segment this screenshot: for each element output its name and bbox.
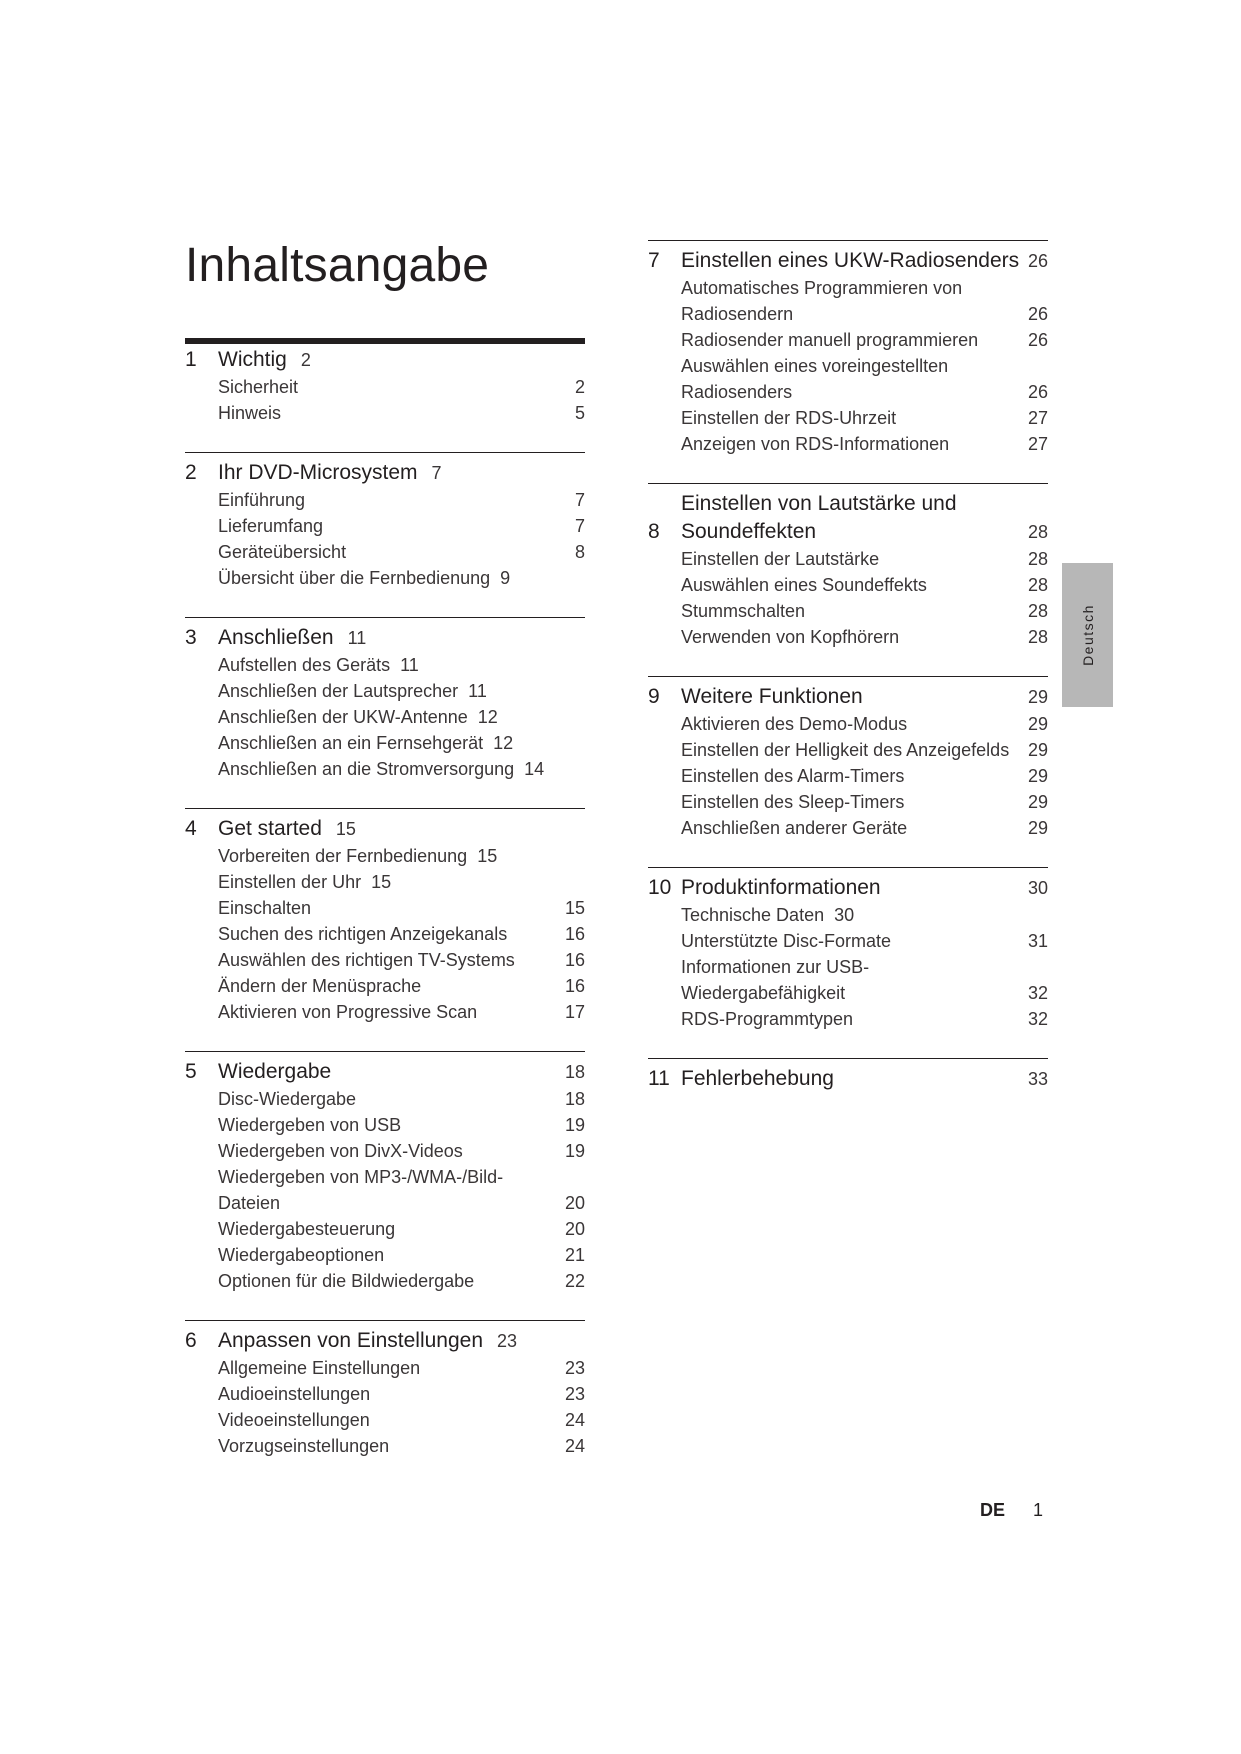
entry-title: Anschließen der UKW-Antenne — [218, 707, 468, 727]
toc-entry[interactable] — [185, 756, 585, 782]
entry-title: Informationen zur USB- Wiedergabefähigkeit — [681, 957, 870, 1003]
entry-page: 21 — [564, 1245, 585, 1265]
section-page: 15 — [335, 819, 356, 839]
footer-language: DE — [980, 1500, 1006, 1520]
toc-heading[interactable] — [648, 247, 1048, 275]
entry-title: Anschließen an ein Fernsehgerät — [218, 733, 484, 753]
toc-entry[interactable] — [185, 730, 585, 756]
entry-title: Disc-Wiedergabe — [218, 1089, 357, 1109]
entry-page: 20 — [564, 1219, 585, 1239]
entry-page: 26 — [1027, 382, 1048, 402]
entry-page: 22 — [564, 1271, 585, 1291]
toc-entry[interactable] — [648, 737, 1048, 763]
toc-entry[interactable] — [648, 405, 1048, 431]
entry-title: Einstellen des Alarm-Timers — [681, 766, 905, 786]
toc-section — [185, 344, 585, 426]
entry-page: 20 — [564, 1193, 585, 1213]
toc-right-column — [648, 240, 1048, 1093]
entry-title: Videoeinstellungen — [218, 1410, 370, 1430]
toc-entry[interactable] — [648, 327, 1048, 353]
section-number: 5 — [185, 1060, 197, 1083]
entry-page: 28 — [1027, 601, 1048, 621]
entry-title: Hinweis — [218, 403, 282, 423]
section-number: 2 — [185, 461, 197, 484]
toc-entry[interactable] — [648, 815, 1048, 841]
section-number: 9 — [648, 685, 660, 708]
section-page: 33 — [1027, 1069, 1048, 1089]
toc-entry[interactable] — [185, 921, 585, 947]
toc-entry[interactable] — [185, 1355, 585, 1381]
toc-heading[interactable] — [185, 624, 585, 652]
toc-entry[interactable] — [185, 513, 585, 539]
entry-page: 31 — [1027, 931, 1048, 951]
toc-entry[interactable] — [648, 789, 1048, 815]
toc-section — [185, 617, 585, 782]
section-title: Weitere Funktionen — [681, 685, 863, 708]
toc-entry[interactable] — [185, 895, 585, 921]
entry-title: Auswählen eines Soundeffekts — [681, 575, 927, 595]
section-title: Wiedergabe — [218, 1060, 332, 1083]
toc-heading[interactable] — [185, 1058, 585, 1086]
toc-entry[interactable] — [185, 1381, 585, 1407]
entry-page: 18 — [564, 1089, 585, 1109]
toc-entry[interactable] — [185, 1138, 585, 1164]
entry-page: 11 — [400, 655, 419, 675]
entry-title: Einstellen des Sleep-Timers — [681, 792, 905, 812]
toc-entry[interactable] — [648, 431, 1048, 457]
entry-title: Aufstellen des Geräts — [218, 655, 391, 675]
entry-title: Radiosender manuell programmieren — [681, 330, 979, 350]
entry-title: Anschließen anderer Geräte — [681, 818, 908, 838]
section-number: 8 — [648, 520, 660, 543]
entry-page: 2 — [574, 377, 585, 397]
entry-title: Technische Daten — [681, 905, 825, 925]
entry-page: 19 — [564, 1115, 585, 1135]
toc-entry[interactable] — [185, 565, 585, 591]
toc-section — [185, 1051, 585, 1294]
toc-section — [648, 1058, 1048, 1093]
entry-title: Wiedergabeoptionen — [218, 1245, 385, 1265]
section-page: 30 — [1027, 878, 1048, 898]
toc-entry[interactable] — [185, 869, 585, 895]
toc-section — [648, 867, 1048, 1032]
entry-title: Sicherheit — [218, 377, 299, 397]
toc-entry[interactable] — [185, 1164, 585, 1216]
entry-title: Verwenden von Kopfhörern — [681, 627, 900, 647]
entry-title: Ändern der Menüsprache — [218, 976, 422, 996]
toc-heading[interactable] — [648, 874, 1048, 902]
toc-entry[interactable] — [185, 999, 585, 1025]
language-tab — [1062, 563, 1113, 707]
toc-heading[interactable] — [185, 459, 585, 487]
section-page: 29 — [1027, 687, 1048, 707]
toc-left-column — [185, 344, 585, 1459]
entry-page: 28 — [1027, 627, 1048, 647]
entry-title: Einstellen der RDS-Uhrzeit — [681, 408, 897, 428]
toc-entry[interactable] — [648, 902, 1048, 928]
entry-page: 9 — [500, 568, 511, 588]
toc-heading[interactable] — [648, 683, 1048, 711]
section-number: 1 — [185, 348, 197, 371]
toc-entry[interactable] — [648, 572, 1048, 598]
toc-section — [648, 676, 1048, 841]
toc-entry[interactable] — [185, 1407, 585, 1433]
entry-title: Anschließen der Lautsprecher — [218, 681, 459, 701]
section-number: 6 — [185, 1329, 197, 1352]
toc-entry[interactable] — [648, 711, 1048, 737]
entry-page: 27 — [1027, 434, 1048, 454]
toc-entry[interactable] — [185, 973, 585, 999]
entry-page: 14 — [524, 759, 545, 779]
entry-title: RDS-Programmtypen — [681, 1009, 854, 1029]
toc-entry[interactable] — [648, 1006, 1048, 1032]
toc-heading[interactable] — [185, 815, 585, 843]
toc-heading[interactable] — [648, 490, 1048, 546]
page-footer — [980, 1500, 1043, 1521]
entry-page: 12 — [493, 733, 514, 753]
section-title: Einstellen eines UKW-Radiosenders — [681, 249, 1020, 272]
section-page: 7 — [431, 463, 442, 483]
entry-page: 30 — [834, 905, 855, 925]
section-title: Anschließen — [218, 626, 334, 649]
entry-page: 26 — [1027, 304, 1048, 324]
toc-entry[interactable] — [185, 947, 585, 973]
entry-page: 19 — [564, 1141, 585, 1161]
entry-title: Automatisches Programmieren von Radiosendern — [681, 278, 963, 324]
entry-page: 32 — [1027, 983, 1048, 1003]
section-page: 26 — [1027, 251, 1048, 271]
section-title: Anpassen von Einstellungen — [218, 1329, 484, 1352]
toc-entry[interactable] — [185, 374, 585, 400]
entry-page: 24 — [564, 1410, 585, 1430]
entry-page: 7 — [574, 490, 585, 510]
toc-section — [648, 483, 1048, 650]
entry-page: 8 — [574, 542, 585, 562]
toc-entry[interactable] — [648, 763, 1048, 789]
section-number: 7 — [648, 249, 660, 272]
entry-page: 15 — [564, 898, 585, 918]
entry-page: 28 — [1027, 549, 1048, 569]
entry-title: Wiedergeben von MP3-/WMA-/Bild- Dateien — [218, 1167, 504, 1213]
entry-title: Wiedergeben von USB — [218, 1115, 402, 1135]
entry-title: Suchen des richtigen Anzeigekanals — [218, 924, 508, 944]
toc-entry[interactable] — [185, 678, 585, 704]
entry-page: 26 — [1027, 330, 1048, 350]
toc-section — [185, 452, 585, 591]
toc-entry[interactable] — [648, 954, 1048, 1006]
entry-title: Geräteübersicht — [218, 542, 347, 562]
entry-title: Einschalten — [218, 898, 312, 918]
section-title: Fehlerbehebung — [681, 1067, 834, 1090]
entry-page: 29 — [1027, 714, 1048, 734]
toc-entry[interactable] — [648, 928, 1048, 954]
language-tab-label: Deutsch — [1079, 604, 1096, 666]
section-page: 11 — [347, 628, 367, 648]
entry-page: 16 — [564, 924, 585, 944]
entry-title: Audioeinstellungen — [218, 1384, 371, 1404]
entry-title: Aktivieren des Demo-Modus — [681, 714, 908, 734]
entry-page: 5 — [574, 403, 585, 423]
entry-title: Optionen für die Bildwiedergabe — [218, 1271, 475, 1291]
entry-page: 23 — [564, 1358, 585, 1378]
section-page: 23 — [497, 1331, 518, 1351]
toc-section — [648, 240, 1048, 457]
toc-entry[interactable] — [648, 624, 1048, 650]
toc-entry[interactable] — [648, 598, 1048, 624]
entry-title: Auswählen eines voreingestellten Radiosenders — [681, 356, 949, 402]
toc-entry[interactable] — [185, 1086, 585, 1112]
section-page: 2 — [300, 350, 311, 370]
entry-page: 17 — [564, 1002, 585, 1022]
entry-title: Vorzugseinstellungen — [218, 1436, 390, 1456]
toc-heading[interactable] — [185, 1327, 585, 1355]
entry-page: 23 — [564, 1384, 585, 1404]
entry-title: Einstellen der Lautstärke — [681, 549, 880, 569]
entry-title: Einstellen der Helligkeit des Anzeigefelds — [681, 740, 1010, 760]
entry-title: Wiedergeben von DivX-Videos — [218, 1141, 463, 1161]
section-page: 18 — [564, 1062, 585, 1082]
section-title: Wichtig — [218, 348, 287, 371]
entry-page: 24 — [564, 1436, 585, 1456]
toc-entry[interactable] — [185, 1433, 585, 1459]
entry-title: Übersicht über die Fernbedienung — [218, 568, 491, 588]
section-title: Produktinformationen — [681, 876, 881, 899]
entry-page: 15 — [371, 872, 392, 892]
section-number: 10 — [648, 876, 672, 899]
entry-page: 27 — [1027, 408, 1048, 428]
toc-entry[interactable] — [185, 704, 585, 730]
section-number: 4 — [185, 817, 197, 840]
section-page: 28 — [1027, 522, 1048, 542]
entry-title: Auswählen des richtigen TV-Systems — [218, 950, 515, 970]
toc-heading[interactable] — [648, 1065, 1048, 1093]
page-title: Inhaltsangabe — [185, 239, 490, 292]
entry-title: Aktivieren von Progressive Scan — [218, 1002, 478, 1022]
toc-heading[interactable] — [185, 346, 585, 374]
entry-page: 32 — [1027, 1009, 1048, 1029]
toc-entry[interactable] — [185, 1112, 585, 1138]
entry-page: 12 — [477, 707, 498, 727]
section-number: 3 — [185, 626, 197, 649]
toc-entry[interactable] — [185, 1242, 585, 1268]
entry-title: Unterstützte Disc-Formate — [681, 931, 892, 951]
toc-entry[interactable] — [185, 539, 585, 565]
entry-page: 15 — [477, 846, 498, 866]
section-title: Get started — [218, 817, 322, 840]
toc-entry[interactable] — [648, 353, 1048, 405]
entry-page: 7 — [574, 516, 585, 536]
section-title: Ihr DVD-Microsystem — [218, 461, 418, 484]
entry-title: Vorbereiten der Fernbedienung — [218, 846, 468, 866]
entry-title: Lieferumfang — [218, 516, 324, 536]
toc-entry[interactable] — [648, 546, 1048, 572]
entry-title: Anzeigen von RDS-Informationen — [681, 434, 950, 454]
entry-page: 11 — [468, 681, 487, 701]
entry-page: 29 — [1027, 766, 1048, 786]
entry-page: 28 — [1027, 575, 1048, 595]
section-title: Einstellen von Lautstärke und Soundeffekten — [681, 492, 957, 543]
footer-page-number: 1 — [1033, 1500, 1044, 1520]
entry-page: 29 — [1027, 740, 1048, 760]
toc-section — [185, 1320, 585, 1459]
entry-title: Allgemeine Einstellungen — [218, 1358, 421, 1378]
toc-entry[interactable] — [185, 487, 585, 513]
toc-entry[interactable] — [185, 400, 585, 426]
entry-title: Wiedergabesteuerung — [218, 1219, 396, 1239]
entry-page: 29 — [1027, 792, 1048, 812]
entry-title: Stummschalten — [681, 601, 806, 621]
toc-section — [185, 808, 585, 1025]
toc-entry[interactable] — [185, 652, 585, 678]
entry-title: Einführung — [218, 490, 306, 510]
toc-entry[interactable] — [185, 1216, 585, 1242]
entry-page: 29 — [1027, 818, 1048, 838]
entry-page: 16 — [564, 950, 585, 970]
toc-entry[interactable] — [185, 1268, 585, 1294]
toc-entry[interactable] — [185, 843, 585, 869]
entry-page: 16 — [564, 976, 585, 996]
entry-title: Anschließen an die Stromversorgung — [218, 759, 515, 779]
toc-entry[interactable] — [648, 275, 1048, 327]
section-number: 11 — [648, 1067, 670, 1090]
entry-title: Einstellen der Uhr — [218, 872, 362, 892]
